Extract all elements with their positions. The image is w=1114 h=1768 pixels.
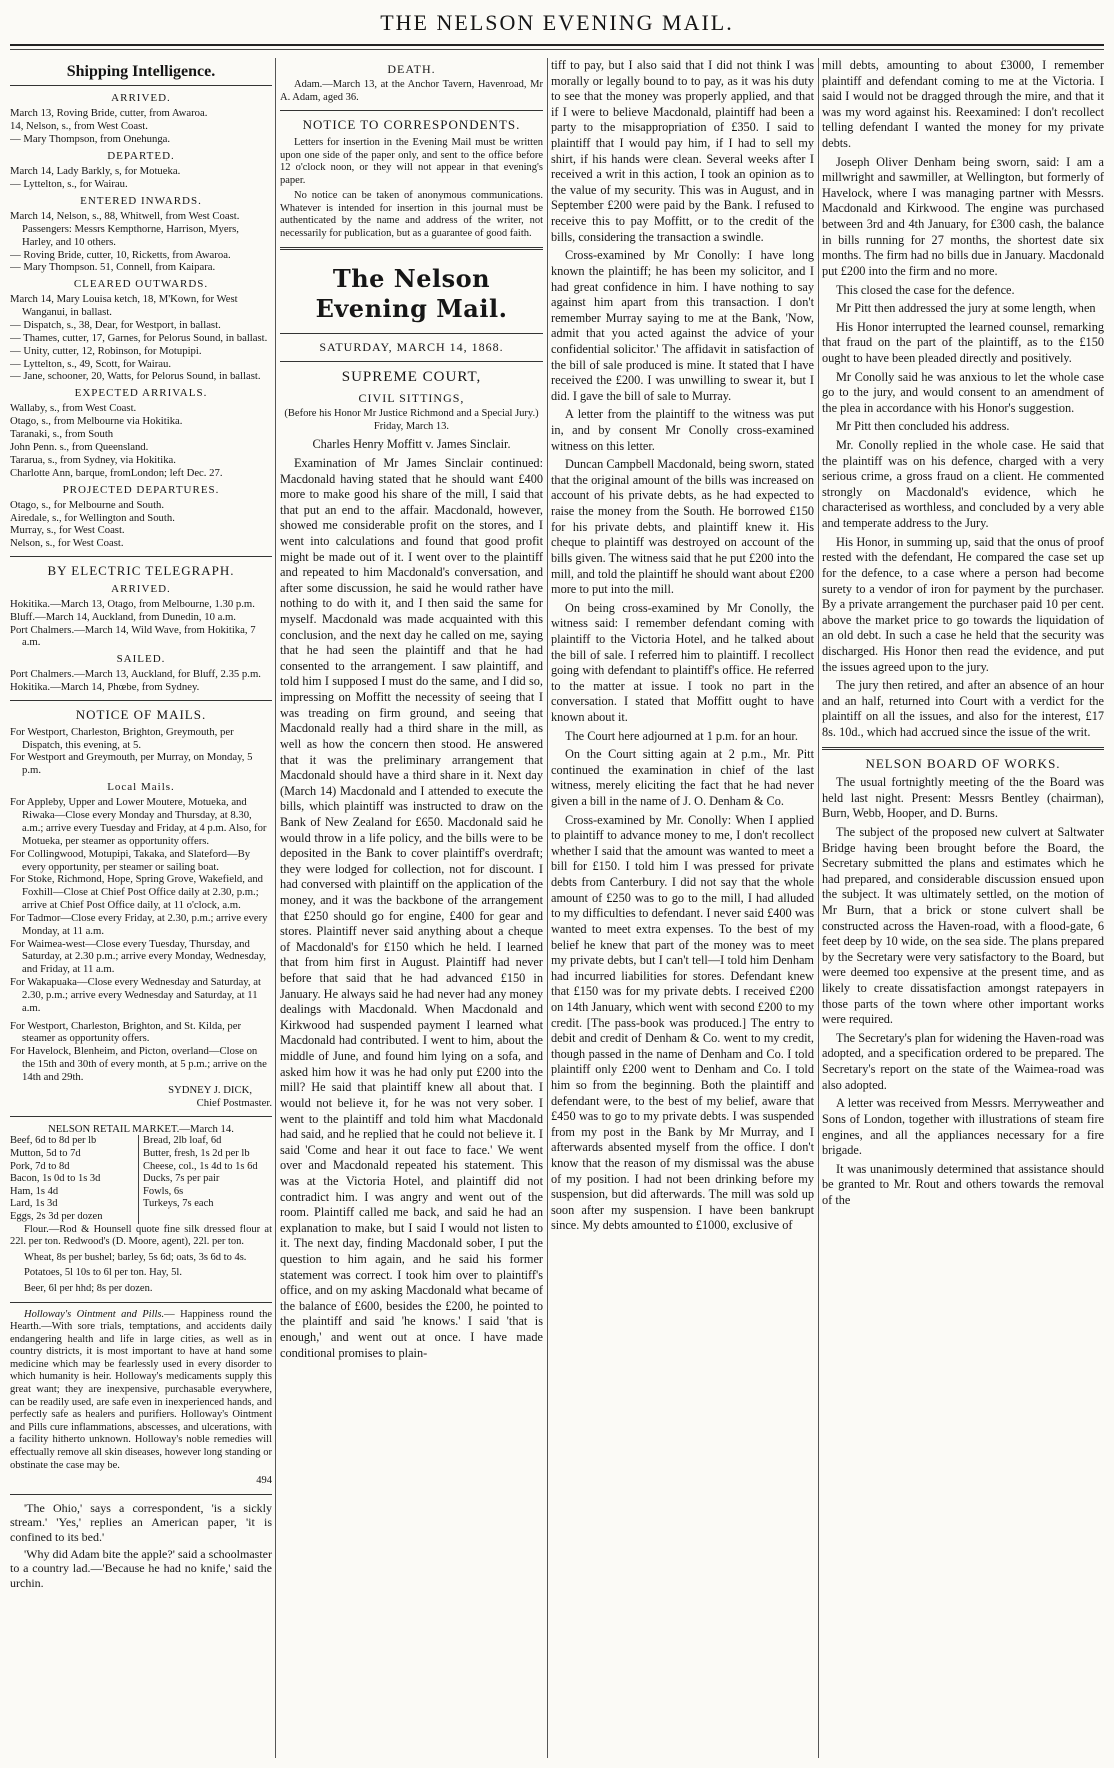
list-item: — Mary Thompson, from Onehunga.: [10, 133, 171, 146]
masthead-rule-thin: [10, 49, 1104, 50]
mails-signature: SYDNEY J. DICK,: [168, 1083, 252, 1096]
list-item: Wallaby, s., from West Coast.: [10, 402, 137, 415]
divider: [280, 361, 543, 362]
list-item: Nelson, s., for West Coast.: [10, 537, 124, 550]
correspondents-p1: Letters for insertion in the Evening Mail must be written upon one side of the paper only, and sent to the office before 12 o'clock noon, or they will not appear in that evening's paper.: [280, 136, 543, 186]
market-cell: Bacon, 1s 0d to 1s 3d: [10, 1173, 139, 1186]
board-title: NELSON BOARD OF WORKS.: [865, 755, 1061, 771]
paragraph: Joseph Oliver Denham being sworn, said: I am a millwright and sawmiller, at Wellington, but formerly of Havelock, where I was managing partner with Messrs. Macdonald and Kirkwood. The engine was purchased between 3rd and 4th January, for £300 cash, the balance in bills running for 27 months, the shortest date six months. The firm had no bills due in January. Macdonald put £200 into the firm and no more.: [822, 154, 1104, 278]
court-case: Charles Henry Moffitt v. James Sinclair.: [312, 437, 511, 452]
market-cell: Lard, 1s 3d: [10, 1198, 139, 1211]
masthead: THE NELSON EVENING MAIL.: [380, 10, 734, 35]
death-text: Adam.—March 13, at the Anchor Tavern, Havenroad, Mr A. Adam, aged 36.: [280, 79, 543, 103]
divider: [10, 1494, 272, 1495]
paragraph: Mr. Conolly replied in the whole case. He said that the plaintiff was on his defence, charged with a very serious crime, a gross fraud on a client. He commented strongly on Macdonald's evidence, which he characterised as worthless, and concluded by a very able and temperate address to the Jury.: [822, 438, 1104, 531]
dateline: SATURDAY, MARCH 14, 1868.: [319, 339, 504, 354]
list-item: Port Chalmers.—March 14, Wild Wave, from Hokitika, 7 a.m.: [10, 623, 256, 649]
joke: 'The Ohio,' says a correspondent, 'is a sickly stream.' 'Yes,' replies an American paper, 'it is confined to its bed.': [10, 1500, 272, 1544]
divider: [10, 1116, 272, 1117]
divider: [10, 556, 272, 557]
column-3: [551, 58, 814, 1758]
telegraph-sailed-head: SAILED.: [116, 653, 166, 666]
paragraph: His Honor interrupted the learned counsel, remarking that fraud on the part of the plaintiff, as to the £150 ought to have been pleaded directly and positively.: [822, 319, 1104, 365]
paragraph: Mr Pitt then addressed the jury at some length, when: [836, 301, 1096, 316]
list-item: March 13, Roving Bride, cutter, from Awaroa.: [10, 107, 208, 120]
paragraph: A letter from the plaintiff to the witness was put in, and by consent Mr Conolly cross-examined witness on this letter.: [551, 407, 814, 453]
market-cell: Mutton, 5d to 7d: [10, 1148, 139, 1161]
list-item: For Westport, Charleston, Brighton, and St. Kilda, per steamer as opportunity offers.: [10, 1019, 242, 1045]
divider: [280, 247, 543, 250]
shipping-expected-head: EXPECTED ARRIVALS.: [74, 387, 208, 400]
market-cell: Eggs, 2s 3d per dozen: [10, 1211, 139, 1224]
divider: [822, 747, 1104, 750]
mails-signature-title: Chief Postmaster.: [196, 1096, 272, 1109]
paragraph: Cross-examined by Mr. Conolly: When I applied to plaintiff to advance money to me, I don't recollect whether I said that the amount was wanted to meet a bill for £150. I told him I was pressed for private debts from Canterbury. I did not say that the whole amount of £250 was to go to the mill, I had alluded to my difficulties to defendant. I never said £400 was wanted to meet extra expenses. To the best of my belief he knew that part of the money was to meet my private debts, but I can't tell—I told him Denham had incurred liabilities for stores. Defendant knew that £150 was for my private debts. I received £200 on 14th January, which went with second £200 to my credit. [The pass-book was produced.] The entry to debit and credit of Denham & Co. went to my credit, though passed in the name of Denham and Co. I told plaintiff only £200 went to Denham and Co. I told him so from the beginning. Both the plaintiff and defendant were, to the best of my belief, aware that £450 was to go to my private debts. I was suspended from my post in the Bank by Mr Murray, and I afterwards absented myself from the office. I don't know that the reason of my dismissal was the abuse of my position. I had not been drinking before my suspension, but did afterwards. The mill was sold up soon after my suspension. I have been bankrupt since. My debts amounted to £1000, exclusive of: [551, 812, 814, 1233]
list-item: For Collingwood, Motupipi, Takaka, and Slateford—By every opportunity, per steamer or sailing boat.: [10, 847, 251, 873]
list-item: — Jane, schooner, 20, Watts, for Pelorus Sound, in ballast.: [10, 370, 261, 383]
list-item: 14, Nelson, s., from West Coast.: [10, 120, 148, 133]
paragraph: Duncan Campbell Macdonald, being sworn, stated that the original amount of the bills was increased on account of his private debts, as he had expected to raise the money from the South. He borrowed £150 for his private debts, and plaintiff knew it. His cheque to plaintiff was destroyed on account of the bills given. The witness said that he put £200 into the mill, and told the plaintiff he should want about £200 more to put into the mill.: [551, 457, 814, 597]
market-cell: Ducks, 7s per pair: [143, 1173, 220, 1185]
paragraph: tiff to pay, but I also said that I did not think I was morally or legally bound to to pay, as it was his duty to see that the money was properly applied, and that if I were to believe Macdonald, plaintiff had been a party to the misappropriation of £350. I said to plaintiff that I would pay him, if I had to sell my shirt, if his hands were clean. Several weeks after I received a writ in this action, I took an opinion as to the value of my security. This was in August, and in September £200 were paid by the Bank. I refused to receive this to pay Moffitt, or to the credit of the bills, considering the transaction a swindle.: [551, 58, 814, 244]
list-item: Hokitika.—March 13, Otago, from Melbourne, 1.30 p.m.: [10, 597, 255, 610]
paragraph: The Court here adjourned at 1 p.m. for an hour.: [565, 728, 798, 743]
paragraph: The jury then retired, and after an absence of an hour and an half, returned into Court with a verdict for the plaintiff on all the issues, and also for the interest, £17 8s. 10d., which had accrued since the issue of the writ.: [822, 678, 1104, 739]
paragraph: On the Court sitting again at 2 p.m., Mr. Pitt continued the examination in chief of the last witness, merely eliciting the fact that he had never given a bill in the name of J. O. Denham & Co.: [551, 747, 814, 809]
divider: [280, 333, 543, 334]
shipping-departed-head: DEPARTED.: [107, 149, 175, 162]
paragraph: Mr Conolly said he was anxious to let the whole case go to the jury, and would consent to an amendment of the plea in accordance with his Honor's suggestion.: [822, 369, 1104, 415]
market-cell: Bread, 2lb loaf, 6d: [143, 1135, 222, 1147]
shipping-entered-head: ENTERED INWARDS.: [80, 194, 202, 207]
list-item: — Roving Bride, cutter, 10, Ricketts, from Awaroa.: [10, 248, 231, 261]
market-note: Wheat, 8s per bushel; barley, 5s 6d; oats, 3s 6d to 4s.: [24, 1251, 247, 1263]
holloway-title: Holloway's Ointment and Pills.: [24, 1308, 165, 1320]
court-before: (Before his Honor Mr Justice Richmond and a Special Jury.): [284, 408, 539, 420]
shipping-arrived-head: ARRIVED.: [111, 92, 171, 105]
list-item: — Mary Thompson. 51, Connell, from Kaipara.: [10, 261, 216, 274]
market-cell: Butter, fresh, 1s 2d per lb: [143, 1147, 250, 1159]
court-title: SUPREME COURT,: [341, 368, 482, 385]
list-item: Otago, s., for Melbourne and South.: [10, 498, 165, 511]
court-subtitle: CIVIL SITTINGS,: [358, 390, 465, 405]
paragraph: The subject of the proposed new culvert at Saltwater Bridge having been brought before the Board, the Secretary submitted the plans and estimates which he had prepared, and considerable discussion ensued upon the subject. It was ultimately settled, on the motion of Mr Burn, that a brick or stone culvert shall be constructed across the Haven-road, with a flood-gate, 6 feet deep by 10 wide, on the sea side. The plans prepared by the Secretary were very satisfactory to the Board, but were deemed too expensive at the present time, and as likely to create dissatisfaction amongst ratepayers in those parts of the town where other important works were required.: [822, 824, 1104, 1027]
correspondents-title: NOTICE TO CORRESPONDENTS.: [302, 117, 521, 133]
paragraph: Cross-examined by Mr Conolly: I have long known the plaintiff; he has been my solicitor, and I had great confidence in him. I have nothing to say against him apart from this transaction. I don't remember Murray saying to me at the Bank, 'Now, admit that you acted against the advice of your confidential solicitor.' The affidavit in satisfaction of the bill of sale produced is mine. It stated that I have received the £200. I was unwilling to swear it, but I did. I gave the bill of sale to Murray.: [551, 248, 814, 403]
paragraph: mill debts, amounting to about £3000, I remember plaintiff and defendant coming to me at the Victoria. I said I would not be dragged through the mire, and that it was my word against his. Reexamined: I don't recollect telling defendant I wanted the money for my private debts.: [822, 58, 1104, 151]
holloway-number: 494: [256, 1475, 272, 1487]
list-item: Tararua, s., from Sydney, via Hokitika.: [10, 453, 176, 466]
list-item: For Waimea-west—Close every Tuesday, Thursday, and Saturday, at 2.30 p.m.; arrive every Monday, Wednesday, and Friday, at 11 a.m.: [10, 937, 267, 976]
mails-local-head: Local Mails.: [107, 781, 175, 794]
paragraph: Examination of Mr James Sinclair continued: Macdonald having stated that he should want £400 more to make good his share of the mill, I said that that put an end to the affair. Macdonald, however, showed me considerable profit on the stores, and I went into calculations and found that good profit might be made out of it. I went over to the plaintiff and repeated to him Macdonald's conversation, and after some discussion, he said he would rather have nothing to do with it, and I then said the same for myself. Macdonald was made acquainted with this conclusion, and the next day he called on me, saying that he had seen the plaintiff and that he had consented to the arrangement. I saw plaintiff, and told him I supposed I must do the same, and I did so, impressing on Moffitt the necessity of seeing that I was treading on firm ground, and seeing that Macdonald really had a third share in the mill, as well as how the concern then stood. He answered that it was the preliminary arrangement that Macdonald should have a third share in it. Next day (March 14) Macdonald and I attended to execute the bills, which plaintiff was instructed to draw on the Bank of New Zealand for £650. Macdonald said he would throw in a life policy, and the bills were to be deposited in the Bank to cover plaintiff's overdraft; they were lodged for collection, not for discount. I had conversed with plaintiff on the application of the money, and it was the backbone of the arrangement that £250 should go for engine, £400 for gear and stores. Plaintiff never said anything about a cheque of Macdonald's for £150 which he held. I learned that from him first in August. Plaintiff had never before that said that he had advanced £150 in January. He always said he had never had any money dealings with Macdonald. When Macdonald and Kirkwood had suspended payment I learned what Macdonald had contributed. I went to him, about the middle of June, and found him lying on a sofa, and asked him how it was he had only put £200 into the mill? He said that plaintiff knew all about that. I would not believe it, for he was not very sober. I went to the plaintiff and told him what Macdonald had said, and he replied that he could not believe it. I said 'Come and hear it out face to face.' We went over and Macdonald repeated his statement. This was at the Victoria Hotel, and plaintiff did not contradict him. I was angry and went out of the room. Plaintiff called me back, and said he had an explanation to make, but I said I would not listen to it. The next day, finding Macdonald sober, I put the question to him again, and he said his former statement was correct. I took him over to plaintiff's office, and on my asking Macdonald what became of the balance of £600, besides the £200, he pointed to the plaintiff and said 'he knows.' I said 'that is enough,' and went out at once. I have made conditional promises to plain-: [280, 455, 543, 1360]
list-item: For Westport and Greymouth, per Murray, on Monday, 5 p.m.: [10, 751, 253, 777]
list-item: For Tadmor—Close every Friday, at 2.30, p.m.; arrive every Monday, at 11 a.m.: [10, 911, 268, 937]
joke: 'Why did Adam bite the apple?' said a schoolmaster to a country lad.—'Because he had no knife,' said the urchin.: [10, 1546, 272, 1590]
paragraph: His Honor, in summing up, said that the onus of proof rested with the defendant, He compared the case set up for the defence, to a case where a person had become surety to a vendor of iron for payment by the purchaser. By a private arrangement the purchaser paid 10 per cent. above the market price to go towards the liquidation of an old debt. In such a case he held that the security was discharged. His Honor then read the evidence, and put the issues agreed upon to the jury.: [822, 534, 1104, 674]
market-note: Flour.—Rod & Hounsell quote fine silk dressed flour at 22l. per ton. Redwood's (D. Moore, agent), 22l. per ton.: [10, 1223, 272, 1248]
market-cell: Pork, 7d to 8d: [10, 1161, 139, 1174]
list-item: For Havelock, Blenheim, and Picton, overland—Close on the 15th and 30th of every month, at 5 p.m.; arrive on the 14th and 29th.: [10, 1045, 267, 1083]
list-item: Murray, s., for West Coast.: [10, 524, 125, 537]
column-divider: [547, 58, 548, 1758]
list-item: John Penn. s., from Queensland.: [10, 441, 149, 453]
shipping-cleared-head: CLEARED OUTWARDS.: [73, 278, 209, 291]
list-item: — Unity, cutter, 12, Robinson, for Motupipi.: [10, 344, 202, 357]
list-item: For Westport, Charleston, Brighton, Greymouth, per Dispatch, this evening, at 5.: [10, 725, 234, 751]
market-table: [10, 1135, 272, 1223]
list-item: — Lyttelton, s., for Wairau.: [10, 177, 128, 190]
list-item: — Thames, cutter, 17, Garnes, for Pelorus Sound, in ballast.: [10, 331, 268, 344]
list-item: Taranaki, s., from South: [10, 428, 114, 441]
market-cell: Cheese, col., 1s 4d to 1s 6d: [143, 1160, 258, 1172]
market-cell: Beef, 6d to 8d per lb: [10, 1135, 139, 1148]
market-cell: Ham, 1s 4d: [10, 1186, 139, 1199]
list-item: Hokitika.—March 14, Phœbe, from Sydney.: [10, 681, 200, 694]
market-cell: Turkeys, 7s each: [143, 1198, 214, 1210]
divider: [10, 700, 272, 701]
paragraph: It was unanimously determined that assistance should be granted to Mr. Rout and others towards the removal of the: [822, 1161, 1104, 1207]
market-cell: [143, 1211, 272, 1224]
holloway-ad: [10, 1309, 272, 1473]
list-item: For Wakapuaka—Close every Wednesday and Saturday, at 2.30, p.m.; arrive every Wednesday and Saturday, at 11 a.m.: [10, 976, 261, 1014]
telegraph-arrived-head: ARRIVED.: [111, 582, 171, 595]
paragraph: On being cross-examined by Mr Conolly, the witness said: I remember defendant coming with plaintiff to the Victoria Hotel, and he talked about the bill of sale. I referred him to plaintiff. I recollect going with defendant to plaintiff's office. He referred to the matter at issue. I took no part in the conversation. I stated that Moffitt ought to have known about it.: [551, 600, 814, 724]
list-item: Otago, s., from Melbourne via Hokitika.: [10, 415, 183, 428]
list-item: — Lyttelton, s., 49, Scott, for Wairau.: [10, 357, 172, 370]
column-divider: [275, 58, 276, 1758]
divider: [10, 1302, 272, 1303]
correspondents-p2: No notice can be taken of anonymous communications. Whatever is intended for insertion in this journal must be authenticated by the name and address of the writer, not necessarily for publication, but as a guarantee of good faith.: [280, 190, 543, 240]
nameplate: The Nelson Evening Mail.: [315, 263, 508, 324]
list-item: For Stoke, Richmond, Hope, Spring Grove, Wakefield, and Foxhill—Close at Chief Post Office daily at 2.30, p.m.; arrive at Chief Post Office daily, at 11 o'clock, a.m.: [10, 873, 264, 912]
death-title: DEATH.: [387, 62, 436, 76]
court-date: Friday, March 13.: [373, 420, 450, 432]
column-4: [822, 58, 1104, 1758]
list-item: Port Chalmers.—March 13, Auckland, for Bluff, 2.35 p.m.: [10, 668, 261, 681]
list-item: March 14, Lady Barkly, s, for Motueka.: [10, 165, 181, 178]
market-cell: Fowls, 6s: [143, 1185, 184, 1197]
shipping-title: Shipping Intelligence.: [10, 62, 272, 86]
list-item: — Dispatch, s., 38, Dear, for Westport, in ballast.: [10, 319, 221, 332]
divider: [280, 110, 543, 111]
list-item: March 14, Mary Louisa ketch, 18, M'Kown, for West Wanganui, in ballast.: [10, 293, 238, 319]
paragraph: The Secretary's plan for widening the Haven-road was adopted, and a specification ordered to be prepared. The Secretary's report on the state of the Waimea-road was also adopted.: [822, 1030, 1104, 1092]
column-2: [280, 58, 543, 1758]
mails-title: NOTICE OF MAILS.: [75, 707, 207, 723]
paragraph: Mr Pitt then concluded his address.: [836, 419, 1010, 434]
list-item: For Appleby, Upper and Lower Moutere, Motueka, and Riwaka—Close every Monday and Thursday, at 8.30, a.m.; arrive every Tuesday and Friday, at 4 p.m. Also, for Motueka, per steamer as opportunity offers.: [10, 796, 267, 847]
market-note: Potatoes, 5l 10s to 6l per ton. Hay, 5l.: [24, 1267, 182, 1279]
paragraph: The usual fortnightly meeting of the the Board was held last night. Present: Messrs Bentley (chairman), Burn, Webb, Hooper, and D. Burns.: [822, 775, 1104, 821]
telegraph-title: BY ELECTRIC TELEGRAPH.: [47, 563, 235, 579]
masthead-rule: [10, 44, 1104, 46]
list-item: Airedale, s., for Wellington and South.: [10, 511, 175, 524]
column-1: [10, 58, 272, 1758]
list-item: March 14, Nelson, s., 88, Whitwell, from West Coast. Passengers: Messrs Kempthorne, Harrison, Myers, Harley, and 10 others.: [10, 209, 240, 248]
holloway-text: — Happiness round the Hearth.—With sore trials, temptations, and accidents daily endangering health and life in large cities, as well as in country districts, it is most important to have at hand some medicine which may be fearlessly used in every disorder to which humanity is heir. Holloway's medicaments supply this great want; they are inexpensive, purchasable everywhere, can be readily used, are safe even in inexperienced hands, and perfectly safe as healers and purifiers. Holloway's Ointment and Pills cure inflammations, abscesses, and ulcerations, with a facility hitherto unknown. Holloway's noble remedies will effectually remove all skin diseases, however long standing or obstinate the case may be.: [10, 1308, 272, 1471]
column-divider: [818, 58, 819, 1758]
paragraph: This closed the case for the defence.: [836, 282, 1015, 297]
shipping-projected-head: PROJECTED DEPARTURES.: [62, 483, 220, 496]
list-item: Bluff.—March 14, Auckland, from Dunedin, 10 a.m.: [10, 610, 236, 623]
market-title: NELSON RETAIL MARKET.—March 14.: [48, 1122, 234, 1135]
list-item: Charlotte Ann, barque, fromLondon; left Dec. 27.: [10, 466, 223, 479]
paragraph: A letter was received from Messrs. Merryweather and Sons of London, together with illustrations of steam fire engines, and all the appliances necessary for a fire brigade.: [822, 1096, 1104, 1158]
market-note: Beer, 6l per hhd; 8s per dozen.: [24, 1282, 153, 1294]
